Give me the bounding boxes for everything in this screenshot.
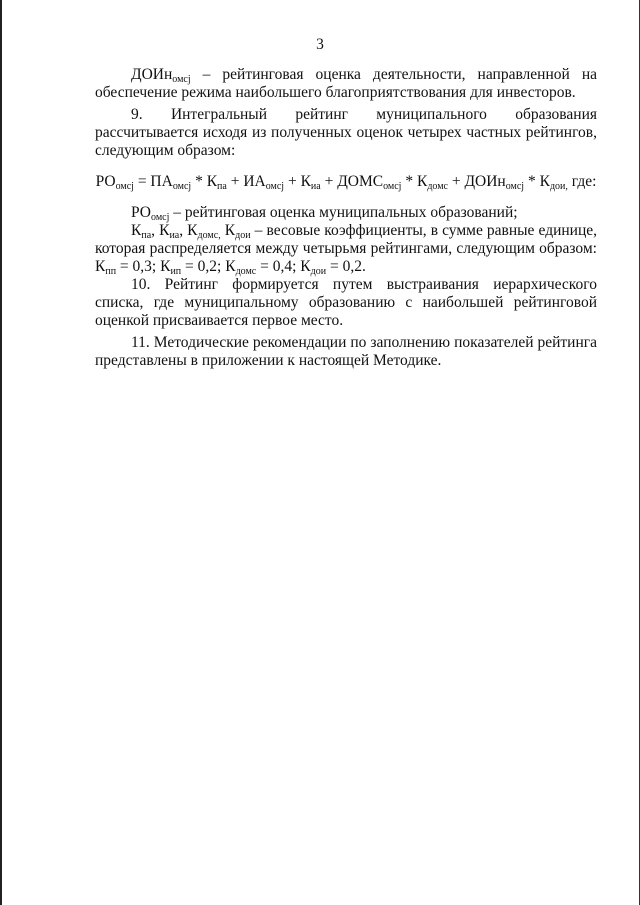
paragraph-11: 11. Методические рекомендации по заполнению показателей рейтинга представлены в приложении к настоящей Методике.: [95, 334, 597, 369]
coefficient-symbol: К: [220, 222, 236, 239]
formula-subscript: омсj: [265, 181, 285, 192]
coefficient-subscript: ип: [170, 266, 182, 277]
ro-subscript: омсj: [151, 212, 170, 223]
formula-subscript: домс: [427, 181, 448, 192]
paragraph-ro-definition: [95, 204, 597, 222]
doin-definition-text: – рейтинговая оценка деятельности, направленной на обеспечение режима наибольшего благоприятствования для инвесторов.: [95, 66, 597, 101]
formula-subscript: дои,: [549, 181, 568, 192]
formula-subscript: иа: [310, 181, 321, 192]
formula-subscript: омсj: [505, 181, 525, 192]
coefficient-description: – весовые коэффициенты, в сумме равные единице, которая распределяется между четырьмя рейтингами, следующим образом:: [95, 222, 598, 257]
coefficient-symbol: К: [95, 258, 106, 275]
formula-term: + ИА: [226, 173, 266, 190]
formula-subscript: омсj: [115, 181, 134, 192]
formula-term: * К: [191, 173, 218, 190]
formula-subscript: омсj: [172, 181, 192, 192]
coefficient-subscript: домс: [235, 266, 257, 277]
scan-left-edge: [0, 0, 2, 905]
paragraph-doin-definition: [95, 66, 597, 102]
coefficient-subscript: дои: [310, 266, 327, 277]
doin-subscript: омсj: [172, 74, 191, 85]
coefficient-symbol: К: [160, 258, 171, 275]
coefficient-subscript: пп: [105, 266, 117, 277]
formula-term: * К: [524, 173, 550, 190]
paragraph-9: 9. Интегральный рейтинг муниципального образования рассчитывается исходя из полученных оценок четырех частных рейтингов, следующим образом:: [95, 106, 597, 159]
coefficient-value: = 0,4;: [256, 258, 301, 275]
coefficient-subscript: домс,: [197, 230, 221, 241]
page-number: 3: [316, 36, 324, 53]
coefficient-symbol: К: [300, 258, 311, 275]
formula-term: + ДОИн: [447, 173, 506, 190]
ro-symbol: РО: [131, 204, 152, 221]
document-body: [95, 66, 597, 370]
coefficient-symbol: К: [225, 258, 236, 275]
coefficient-symbol: , К: [151, 222, 170, 239]
formula-term: = ПА: [133, 173, 173, 190]
coefficient-value: = 0,2;: [181, 258, 226, 275]
formula-term: * К: [401, 173, 428, 190]
ro-definition-text: – рейтинговая оценка муниципальных образований;: [169, 204, 518, 221]
paragraph-10: 10. Рейтинг формируется путем выстраивания иерархического списка, где муниципальному образованию с наибольшей рейтинговой оценкой присваивается первое место.: [95, 276, 597, 329]
formula-subscript: па: [217, 181, 227, 192]
integral-rating-formula: [95, 173, 597, 191]
paragraph-weight-coefficients: [95, 222, 597, 276]
formula-term: + ДОМС: [320, 173, 384, 190]
coefficient-symbol: К: [131, 222, 142, 239]
coefficient-subscript: па: [141, 230, 152, 241]
formula-term: РО: [95, 173, 116, 190]
formula-term: где:: [567, 173, 597, 190]
coefficient-subscript: иа: [169, 230, 180, 241]
coefficient-value: = 0,3;: [116, 258, 161, 275]
coefficient-symbol: , К: [179, 222, 198, 239]
formula-term: + К: [284, 173, 311, 190]
formula-subscript: омсj: [383, 181, 402, 192]
coefficient-subscript: дои: [235, 230, 251, 241]
coefficient-value: = 0,2.: [326, 258, 366, 275]
doin-symbol: ДОИн: [131, 66, 173, 83]
